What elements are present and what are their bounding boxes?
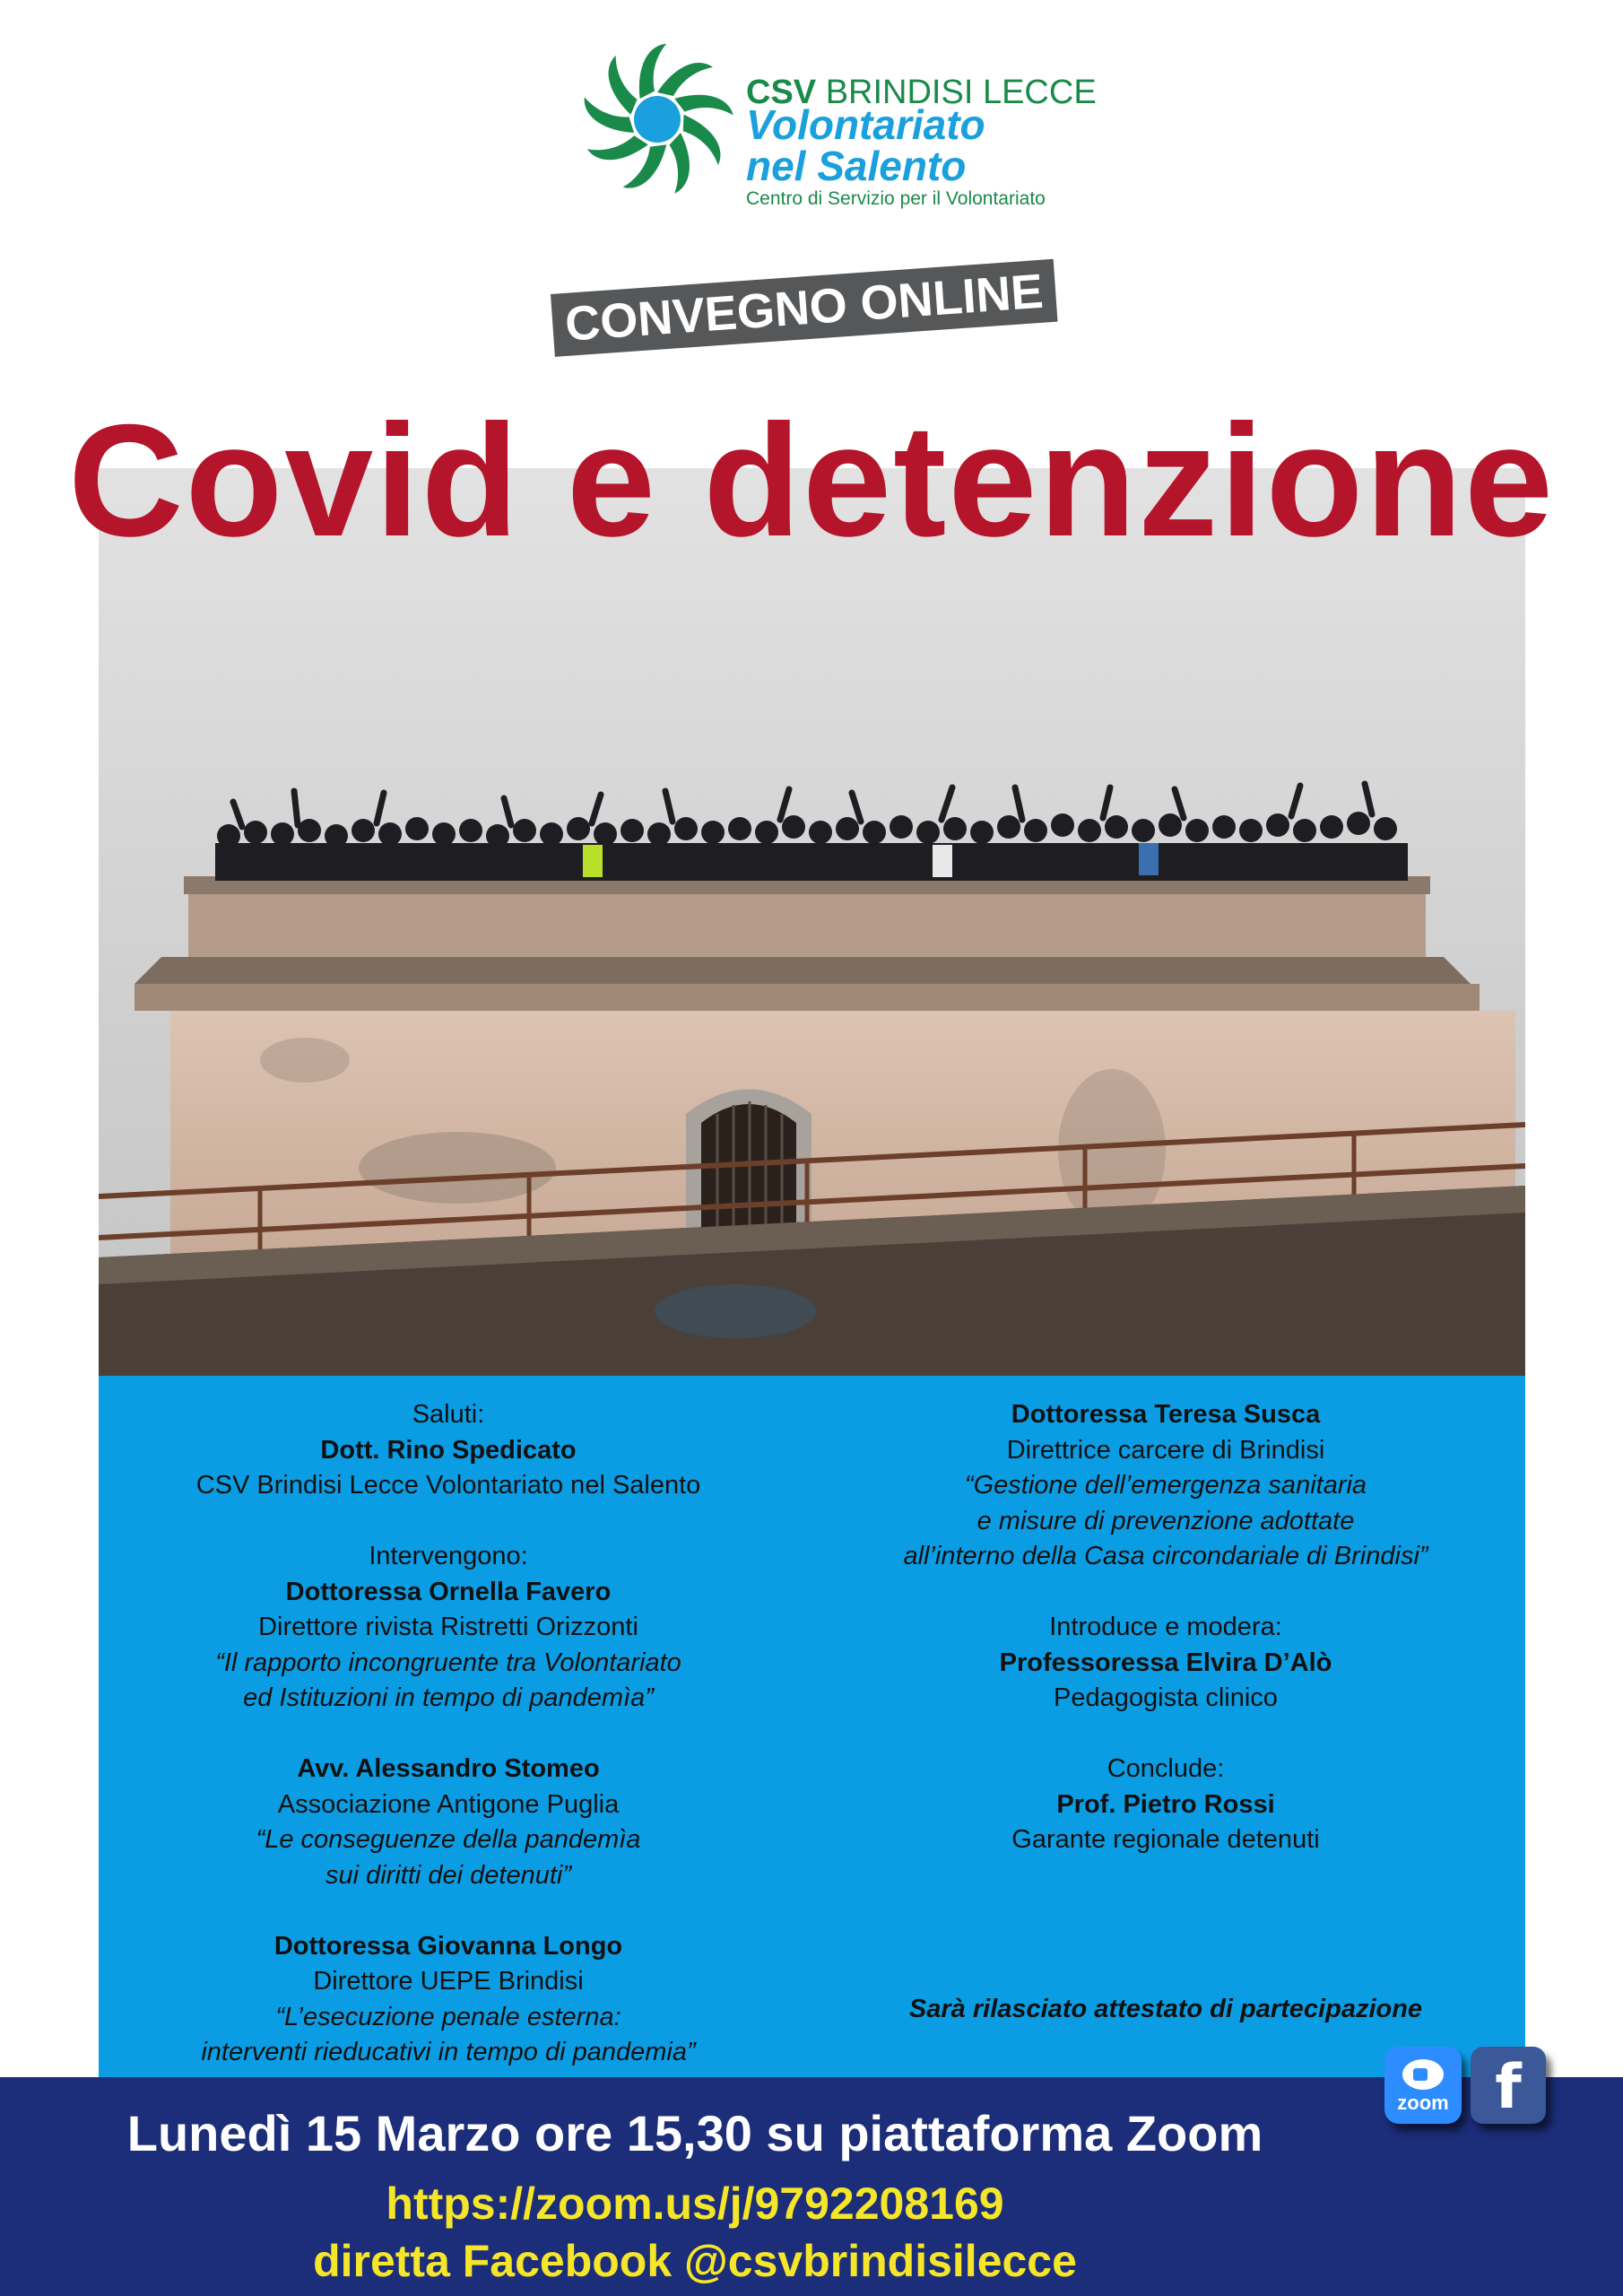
- talk-title-stomeo-1: “Le conseguenze della pandemìa: [256, 1825, 641, 1854]
- logo-line-2: Volontariato: [746, 101, 985, 148]
- logo-tagline: Centro di Servizio per il Volontariato: [746, 188, 1046, 209]
- conclude-label: Conclude:: [1107, 1754, 1225, 1783]
- event-date-line: Lunedì 15 Marzo ore 15,30 su piattaforma Zoom: [126, 2105, 1263, 2161]
- speaker-name-longo: Dottoressa Giovanna Longo: [273, 1931, 623, 1961]
- prison-rooftop-photo: [99, 468, 1525, 1376]
- talk-title-susca-1: “Gestione dell’emergenza sanitaria: [964, 1471, 1367, 1500]
- speaker-name-rossi: Prof. Pietro Rossi: [1056, 1789, 1275, 1819]
- event-type-badge: CONVEGNO ONLINE: [551, 259, 1058, 357]
- zoom-icon[interactable]: [1384, 2047, 1462, 2124]
- speaker-name-spedicato: Dott. Rino Spedicato: [320, 1435, 577, 1465]
- facebook-live-line[interactable]: diretta Facebook @csvbrindisilecce: [313, 2236, 1077, 2286]
- speaker-name-susca: Dottoressa Teresa Susca: [1011, 1400, 1321, 1429]
- camera-icon: [1402, 2059, 1444, 2090]
- speaker-role-dalo: Pedagogista clinico: [1054, 1683, 1278, 1712]
- talk-title-susca-3: all’interno della Casa circondariale di Brindisi”: [903, 1542, 1428, 1570]
- talk-title-stomeo-2: sui diritti dei detenuti”: [325, 1860, 572, 1890]
- talk-title-longo-1: “L’esecuzione penale esterna:: [275, 2002, 621, 2031]
- footer-banner: [0, 2077, 1623, 2296]
- talk-title-longo-2: interventi rieducativi in tempo di pandemia”: [201, 2038, 696, 2066]
- logo-csv: CSV: [746, 74, 817, 111]
- talk-title-favero-1: “Il rapporto incongruente tra Volontariato: [215, 1648, 681, 1677]
- program-left-column: [117, 1397, 780, 2071]
- speaker-role-rossi: Garante regionale detenuti: [1011, 1825, 1320, 1854]
- speaker-name-dalo: Professoressa Elvira D’Alò: [999, 1648, 1332, 1677]
- facebook-icon[interactable]: [1471, 2047, 1546, 2124]
- saluti-label: Saluti:: [412, 1400, 485, 1429]
- attendance-certificate-note: Sarà rilasciato attestato di partecipazione: [908, 1995, 1423, 2023]
- logo-line-3: nel Salento: [746, 143, 967, 189]
- speaker-role-longo: Direttore UEPE Brindisi: [313, 1967, 584, 1996]
- intervengono-label: Intervengono:: [369, 1542, 528, 1570]
- speaker-role-stomeo: Associazione Antigone Puglia: [277, 1789, 620, 1819]
- event-title: Covid e detenzione: [68, 391, 1555, 570]
- zoom-link[interactable]: https://zoom.us/j/9792208169: [386, 2179, 1004, 2229]
- csv-swirl-icon: [574, 36, 741, 203]
- speaker-name-favero: Dottoressa Ornella Favero: [285, 1577, 612, 1606]
- program-right-column: [834, 1397, 1497, 1858]
- talk-title-favero-2: ed Istituzioni in tempo di pandemìa”: [243, 1683, 654, 1712]
- speaker-role-spedicato: CSV Brindisi Lecce Volontariato nel Salento: [195, 1471, 701, 1500]
- logo-city: BRINDISI LECCE: [825, 74, 1097, 111]
- modera-label: Introduce e modera:: [1049, 1613, 1282, 1641]
- talk-title-susca-2: e misure di prevenzione adottate: [976, 1506, 1355, 1535]
- csv-logo: [574, 36, 1097, 215]
- program-panel: [99, 1376, 1525, 2077]
- facebook-glyph: f: [1495, 2052, 1522, 2123]
- zoom-icon-label: zoom: [1397, 2092, 1449, 2114]
- speaker-role-favero: Direttore rivista Ristretti Orizzonti: [258, 1613, 638, 1641]
- speaker-role-susca: Direttrice carcere di Brindisi: [1006, 1435, 1325, 1465]
- speaker-name-stomeo: Avv. Alessandro Stomeo: [297, 1754, 600, 1783]
